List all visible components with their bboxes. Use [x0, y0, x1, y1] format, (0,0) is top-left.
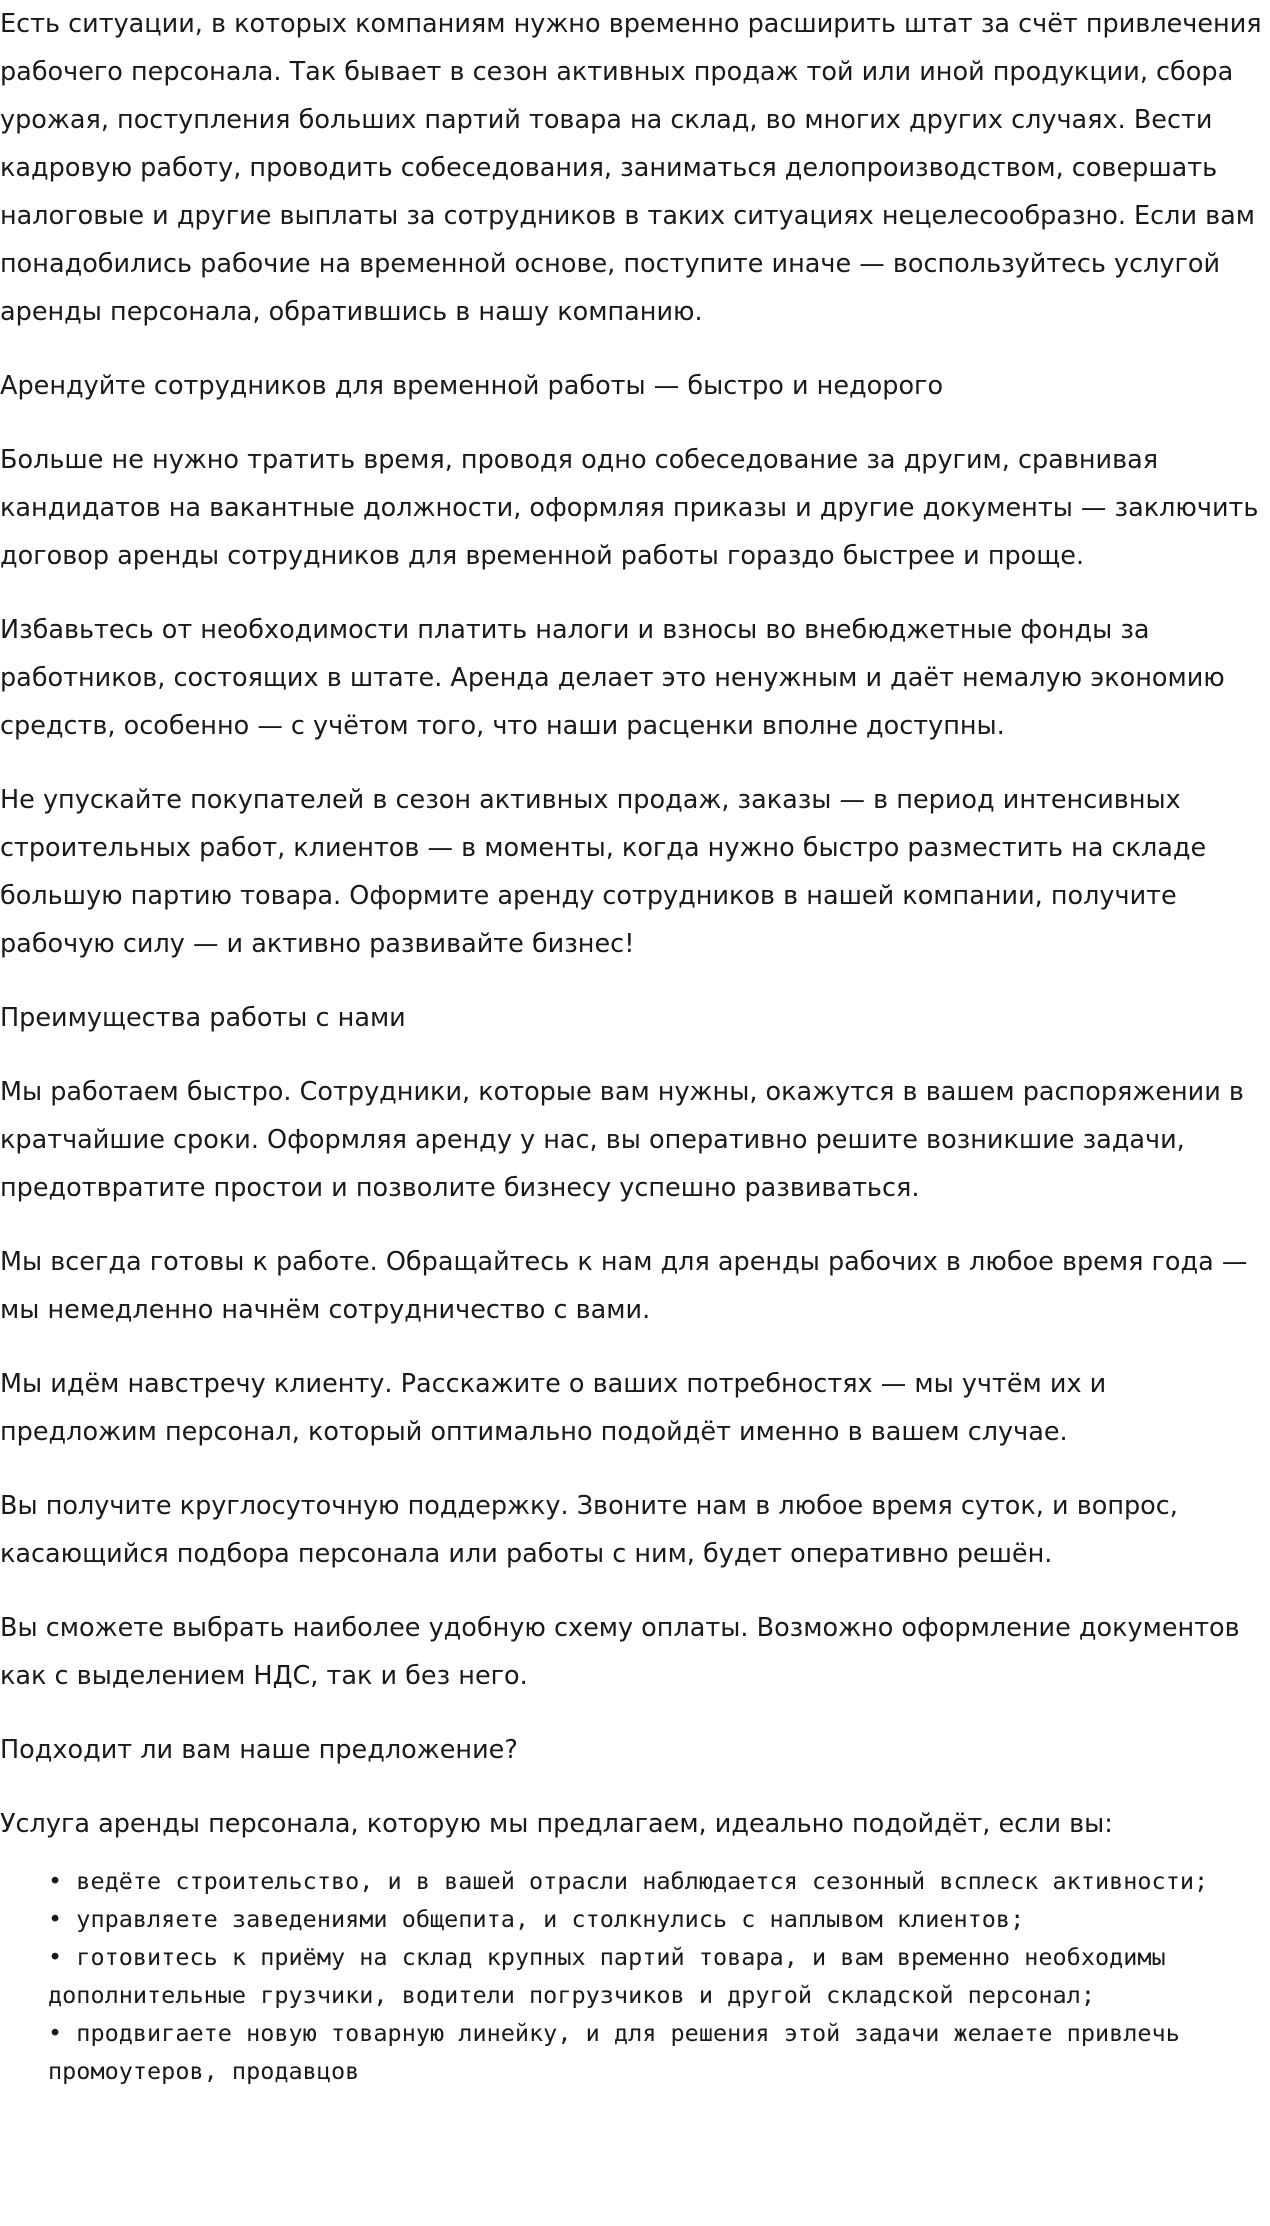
section-heading-suitability: Подходит ли вам наше предложение? [0, 1735, 518, 1765]
paragraph-customers: Не упускайте покупателей в сезон активных продаж, заказы — в период интенсивных строительных работ, клиентов — в моменты, когда нужно быстро разместить на складе большую партию товара. Оформите аренду сотрудников в нашей компании, получите рабочую силу — и активно развивайте бизнес! [0, 785, 1207, 959]
suitability-list [0, 1862, 1270, 2090]
paragraph-always-ready: Мы всегда готовы к работе. Обращайтесь к нам для аренды рабочих в любое время года — мы немедленно начнём сотрудничество с вами. [0, 1247, 1248, 1325]
list-item: • продвигаете новую товарную линейку, и для решения этой задачи желаете привлечь промоутеров, продавцов [48, 2019, 1180, 2085]
intro-paragraph: Есть ситуации, в которых компаниям нужно временно расширить штат за счёт привлечения рабочего персонала. Так бывает в сезон активных продаж той или иной продукции, сбора урожая, поступления больших партий товара на склад, во многих других случаях. Вести кадровую работу, проводить собеседования, заниматься делопроизводством, совершать налоговые и другие выплаты за сотрудников в таких ситуациях нецелесообразно. Если вам понадобились рабочие на временной основе, поступите иначе — воспользуйтесь услугой аренды персонала, обратившись в нашу компанию. [0, 9, 1262, 327]
paragraph-list-intro: Услуга аренды персонала, которую мы предлагаем, идеально подойдёт, если вы: [0, 1809, 1113, 1839]
list-item: • готовитесь к приёму на склад крупных партий товара, и вам временно необходимы дополнительные грузчики, водители погрузчиков и другой складской персонал; [48, 1943, 1166, 2009]
list-item: • управляете заведениями общепита, и столкнулись с наплывом клиентов; [48, 1905, 1025, 1933]
list-item: • ведёте строительство, и в вашей отрасли наблюдается сезонный всплеск активности; [48, 1867, 1209, 1895]
paragraph-client-needs: Мы идём навстречу клиенту. Расскажите о ваших потребностях — мы учтём их и предложим персонал, который оптимально подойдёт именно в вашем случае. [0, 1369, 1107, 1447]
section-heading-rent-staff: Арендуйте сотрудников для временной работы — быстро и недорого [0, 371, 944, 401]
section-heading-advantages: Преимущества работы с нами [0, 1003, 406, 1033]
paragraph-no-interviews: Больше не нужно тратить время, проводя одно собеседование за другим, сравнивая кандидатов на вакантные должности, оформляя приказы и другие документы — заключить договор аренды сотрудников для временной работы гораздо быстрее и проще. [0, 445, 1259, 571]
paragraph-fast: Мы работаем быстро. Сотрудники, которые вам нужны, окажутся в вашем распоряжении в кратчайшие сроки. Оформляя аренду у нас, вы оперативно решите возникшие задачи, предотвратите простои и позволите бизнесу успешно развиваться. [0, 1077, 1244, 1203]
paragraph-support: Вы получите круглосуточную поддержку. Звоните нам в любое время суток, и вопрос, касающийся подбора персонала или работы с ним, будет оперативно решён. [0, 1491, 1178, 1569]
paragraph-payment: Вы сможете выбрать наиболее удобную схему оплаты. Возможно оформление документов как с выделением НДС, так и без него. [0, 1613, 1240, 1691]
paragraph-taxes: Избавьтесь от необходимости платить налоги и взносы во внебюджетные фонды за работников, состоящих в штате. Аренда делает это ненужным и даёт немалую экономию средств, особенно — с учётом того, что наши расценки вполне доступны. [0, 615, 1225, 741]
